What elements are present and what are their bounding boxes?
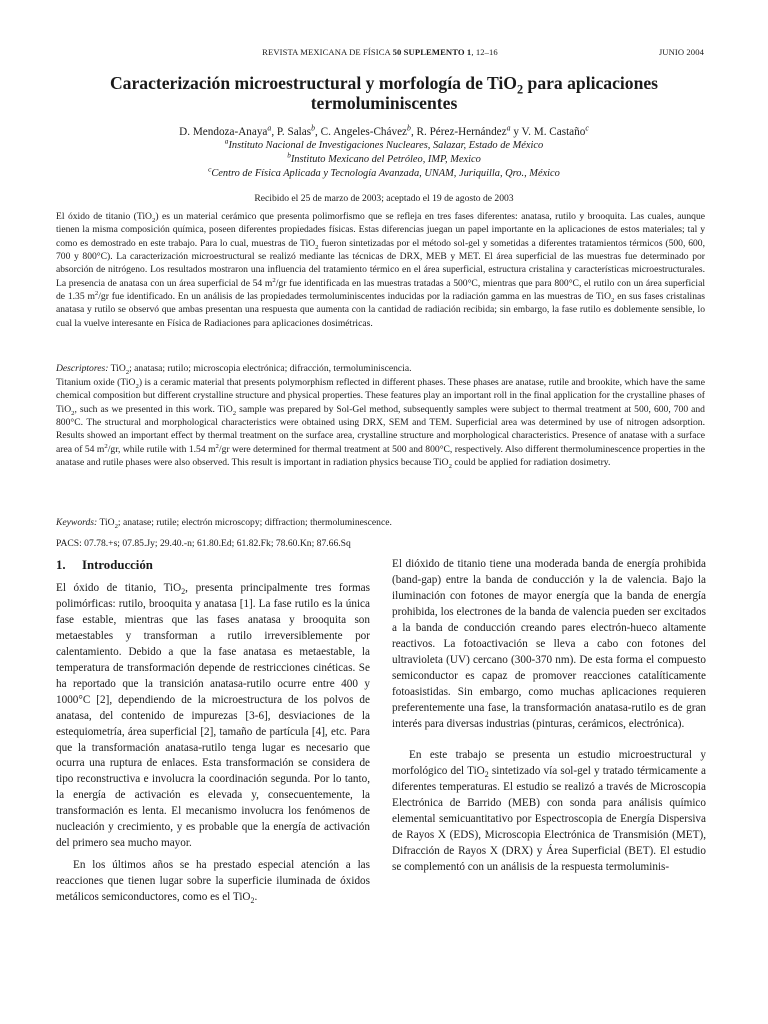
- affiliation: $^b$Instituto Mexicano del Petróleo, IMP, Mexico: [287, 151, 481, 165]
- keywords: Keywords: TiO$_2$; anatase; rutile; electrón microscopy; diffraction; thermoluminescence.: [56, 517, 392, 530]
- issue-date: JUNIO 2004: [658, 47, 704, 57]
- paragraph: En este trabajo se presenta un estudio microestructural y morfológico del TiO$_2$ sintetizado vía sol-gel y tratado térmicamente a diferentes temperaturas. El estudio se realizó a través de Microscopia Electrónica de Barrido (MEB) con sonda para análisis químico elemental semicuantitativo por Espectroscopia de Energía Dispersiva de Rayos X (EDS), Microscopia Electrónica de Transmisión (MET), Difracción de Rayos X (DRX) y Área Superficial (BET). El estudio se complementó con un análisis de la respuesta termoluminis-: [392, 749, 707, 874]
- paragraph: En los últimos años se ha prestado especial atención a las reacciones que tienen lugar sobre la superficie iluminada de óxidos metálicos semiconductores, como es el TiO$_2$.: [56, 859, 370, 906]
- paragraph: El dióxido de titanio tiene una moderada banda de energía prohibida (band-gap) entre la banda de conducción y la de valencia. Bajo la iluminación con fotones de mayor energía que la banda de energía prohibida, los electrones de la banda de valencia pueden ser excitados a la banda de conducción creando pares electrón-hueco altamente reactivos. La fotoactivación se lleva a cabo con fotones del ultravioleta (UV) cercano (300-370 nm). De esta forma el compuesto semiconductor es capaz de promover reacciones catalíticamente fotoasistidas. Sin embargo, como muchas aplicaciones requieren preferentemente una fase, la transformación anatasa-rutilo es de gran interés para diversas industrias (pinturas, cerámicos, electrónica).: [392, 558, 706, 730]
- paper-title: Caracterización microestructural y morfología de TiO$_2$ para aplicaciones termoluminiscentes: [109, 73, 659, 113]
- paragraph: El óxido de titanio, TiO$_2$, presenta principalmente tres formas polimórficas: rutilo, brooquita y anatasa [1]. La fase rutilo es la única fase estable, mientras que las fases anatasa y brooquita son metaestables y transforman a rutilo irreversiblemente por calentamiento. Debido a que la fase anatasa es metaestable, la temperatura de transformación depende de restricciones cinéticas. Se ha reportado que la transición anatasa-rutilo ocurre entre 400 y 1000°C [2], dependiendo de la microestructura de los polvos de anatasa, del contenido de impurezas [3-6], desviaciones de la estequiometría, área superficial [2], tamaño de partícula [4], etc. Para que la transformación anatasa-rutilo tenga lugar es necesario que ocurra una ruptura de enlaces. Esta transformación se considera de tipo reconstructiva e involucra la coordinación segunda. Por lo tanto, la energía de activación es elevada y, consecuentemente, la transformación es lenta. El mecanismo involucra los fenómenos de nucleación y crecimiento, y es probable que la energía de activación del primero sea mucho mayor.: [56, 582, 371, 850]
- column-left: [56, 558, 370, 906]
- abstract-spanish: El óxido de titanio (TiO$_2$) es un material cerámico que presenta polimorfismo que se refleja en tres fases diferentes: anatasa, rutilo y brooquita. Las cuales, aunque tienen la misma composición química, poseen diferentes propiedades físicas. Estas diferencias juegan un papel importante en la aplicaciones de estos materiales; tal y como es demostrado en este trabajo. Para lo cual, muestras de TiO$_2$ fueron sintetizadas por el método sol-gel y sometidas a diferentes tratamientos térmicos (500, 600, 700 y 800°C). La caracterización microestructural se realizó mediante las técnicas de DRX, MEB y MET. El área superficial de las muestras fue determinado por absorción de nitrógeno. Los resultados mostraron una influencia del tratamiento térmico en el área superficial, estructura cristalina y características microestructurales. La presencia de anatasa con un área superficial de 54 $m^2/gr$ fue identificada en las muestras tratadas a 500°C, mientras que para 800°C, el rutilo con un área superficial de 1.35 $m^2/gr$ fue identificado. En un análisis de las propiedades termoluminiscentes inducidas por la radiación gamma en las muestras de TiO$_2$ en sus fases cristalinas anatasa y rutilo se observó que ambas presentan una respuesta que aumenta con la cantidad de radiación recibida; sin embargo, la fase rutilo es doblemente sensible, lo cual la vuelve interesante en Física de Radiaciones para aplicaciones dosimétricas.: [56, 211, 705, 329]
- section-heading: 1. Introducción: [56, 558, 153, 572]
- descriptores: Descriptores: TiO$_2$; anatasa; rutilo; microscopia electrónica; difracción, termoluminiscencia.: [56, 363, 412, 376]
- received-date: Recibido el 25 de marzo de 2003; aceptado el 19 de agosto de 2003: [254, 193, 514, 204]
- column-right: [392, 557, 706, 876]
- journal-citation: REVISTA MEXICANA DE FÍSICA 50 SUPLEMENTO 1, 12–16: [262, 47, 498, 57]
- affiliation: $^a$Instituto Nacional de Investigaciones Nucleares, Salazar, Estado de México: [224, 137, 544, 151]
- pacs-codes: PACS: 07.78.+s; 07.85.Jy; 29.40.-n; 61.80.Ed; 61.82.Fk; 78.60.Kn; 87.66.Sq: [56, 538, 351, 549]
- running-head: [56, 47, 704, 61]
- affiliation: $^c$Centro de Física Aplicada y Tecnología Avanzada, UNAM, Juriquilla, Qro., México: [208, 165, 560, 179]
- author-list: D. Mendoza-Anaya$^a$, P. Salas$^b$, C. Angeles-Chávez$^b$, R. Pérez-Hernández$^a$ y V. M. Castaño$^c$: [179, 123, 589, 138]
- abstract-english: Titanium oxide (TiO$_2$) is a ceramic material that presents polymorphism reflected in different phases. These phases are anatase, rutile and brookite, which have the same chemical composition but different crystalline structure and physical properties. These features play an important roll in the final application for the crystalline phases of TiO$_2$, such as we presented in this work. TiO$_2$ sample was prepared by Sol-Gel method, subsequently samples were subject to thermal treatment at 500, 600, 700 and 800°C. The structural and morphological characteristics were obtained using DRX, SEM and TEM. Superficial area was determined by use of nitrogen adsorption. Results showed an important effect by thermal treatment on the surface area, crystalline structure and morphological characteristics. Presence of anatase with a surface area of 54 $m^2/gr$, while rutile with 1.54 $m^2/gr$ were determined for thermal treatment at 500 and 800°C, respectively. Also different thermoluminescence properties in the anatase and rutile phases were also observed. This result is important in radiation physics because TiO$_2$ could be applied for radiation dosimetry.: [56, 377, 705, 470]
